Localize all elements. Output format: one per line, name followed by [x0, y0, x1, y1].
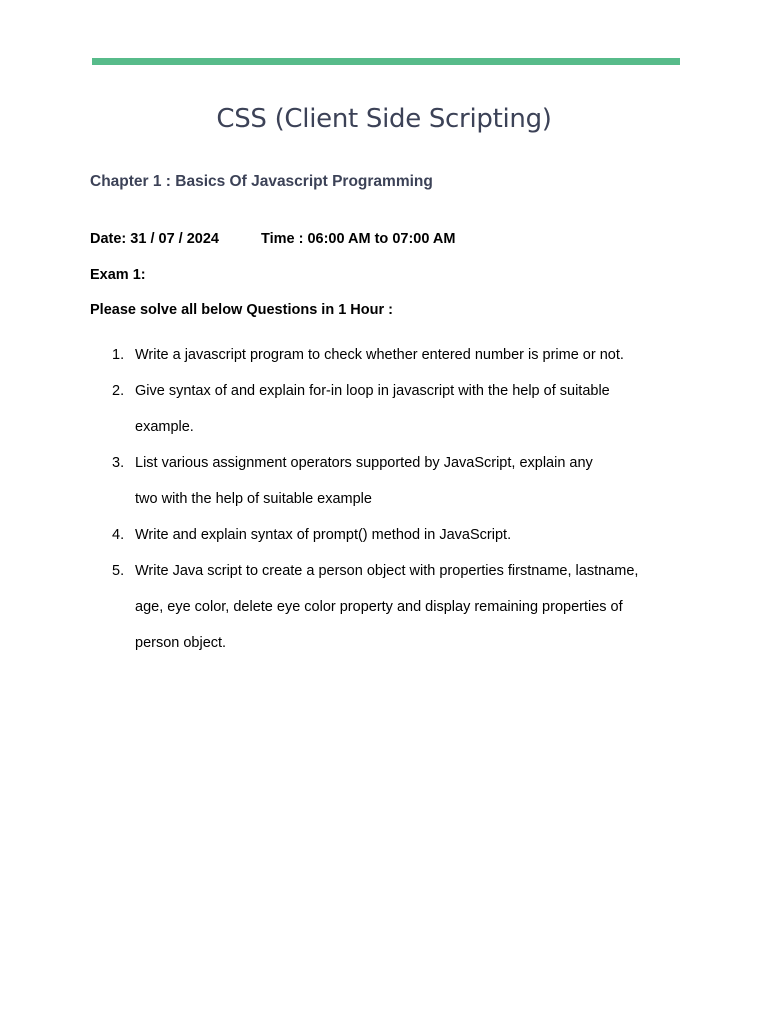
chapter-heading: Chapter 1 : Basics Of Javascript Programming: [90, 173, 433, 190]
question-text-line: example.: [135, 419, 194, 435]
question-number: 3.: [112, 455, 125, 471]
exam-instruction: Please solve all below Questions in 1 Hour :: [90, 302, 393, 318]
date-time-line: [90, 231, 455, 247]
question-number: 2.: [112, 383, 125, 399]
question-text-line: two with the help of suitable example: [135, 491, 372, 507]
question-item: [90, 373, 690, 445]
question-text-line: List various assignment operators supported by JavaScript, explain any: [135, 455, 593, 471]
question-number: 5.: [112, 563, 125, 579]
exam-date: Date: 31 / 07 / 2024: [90, 231, 219, 247]
question-item: [90, 337, 690, 373]
exam-label: Exam 1:: [90, 267, 146, 283]
question-text-line: age, eye color, delete eye color property and display remaining properties of: [135, 599, 623, 615]
question-item: [90, 517, 690, 553]
document-title: CSS (Client Side Scripting): [216, 104, 552, 134]
question-number: 4.: [112, 527, 125, 543]
question-item: [90, 553, 690, 661]
question-text-line: Give syntax of and explain for-in loop in javascript with the help of suitable: [135, 383, 610, 399]
question-text-line: Write and explain syntax of prompt() method in JavaScript.: [135, 527, 512, 543]
question-item: [90, 445, 690, 517]
exam-time: Time : 06:00 AM to 07:00 AM: [260, 231, 456, 247]
question-list: [90, 337, 690, 661]
header-accent-rule: [92, 58, 680, 65]
question-text-line: person object.: [135, 635, 227, 651]
question-text-line: Write a javascript program to check whether entered number is prime or not.: [135, 347, 624, 363]
question-number: 1.: [112, 347, 125, 363]
question-text-line: Write Java script to create a person object with properties firstname, lastname,: [135, 563, 639, 579]
